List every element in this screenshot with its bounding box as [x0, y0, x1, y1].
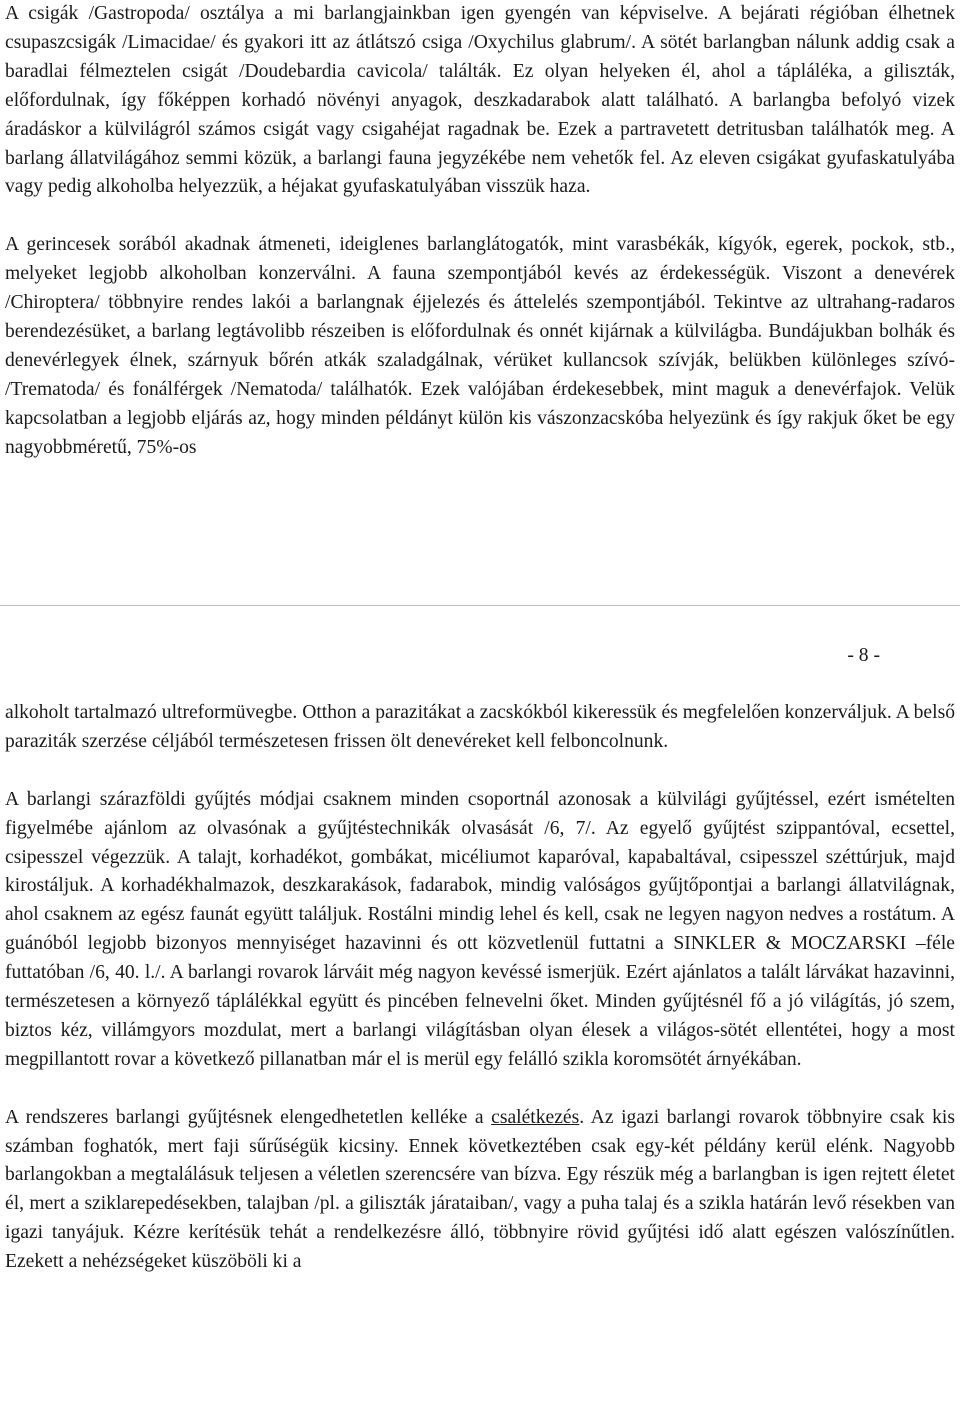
- page-number: [0, 642, 955, 670]
- lower-text-block: [5, 699, 955, 1277]
- paragraph-alcohol: alkoholt tartalmazó ultreformüvegbe. Otthon a parazitákat a zacskókból kikeressük és megfelelően konzerváljuk. A belső paraziták szerzése céljából természetesen frissen ölt denevéreket kell felboncolnunk.: [5, 702, 955, 752]
- paragraph-vertebrates: A gerincesek sorából akadnak átmeneti, ideiglenes barlanglátogatók, mint varasbékák, kígyók, egerek, pockok, stb., melyeket legjobb alkoholban konzerválni. A fauna szempontjából kevés az érdekességük. Viszont a denevérek /Chiroptera/ többnyire rendes lakói a barlangnak éjjelezés és áttelelés szempontjából. Tekintve az ultrahang-radaros berendezésüket, a barlang legtávolibb részeiben is előfordulnak és onnét kijárnak a külvilágba. Bundájukban bolhák és denevérlegyek élnek, szárnyuk bőrén atkák szaladgálnak, vérüket kullancsok szívják, belükben különleges szívó- /Trematoda/ és fonálférgek /Nematoda/ találhatók. Ezek valójában érdekesebbek, mint maguk a denevérfajok. Velük kapcsolatban a legjobb eljárás az, hogy minden példányt külön kis vászonzacskóba helyezünk és így rakjuk őket be egy nagyobbméretű, 75%-os: [5, 234, 955, 458]
- page-number-label: - 8 -: [847, 645, 880, 666]
- upper-text-block: [5, 0, 955, 462]
- baiting-term-underlined: csalétkezés: [491, 1106, 580, 1128]
- paragraph-collecting-methods: A barlangi szárazföldi gyűjtés módjai csaknem minden csoportnál azonosak a külvilági gyűjtéssel, ezért ismételten figyelmébe ajánlom az olvasónak a gyűjtéstechnikák olvasását /6, 7/. Az egyelő gyűjtést szippantóval, ecsettel, csipesszel végezzük. A talajt, korhadékot, gombákat, micéliumot kaparóval, kapabaltával, csipesszel széttúrjuk, majd kirostáljuk. A korhadékhalmazok, deszkarakások, fadarabok, mindig valóságos gyűjtőpontjai a barlangi állatvilágnak, ahol csaknem az egész faunát együtt találjuk. Rostálni mindig lehel és kell, csak ne legyen nagyon nedves a rostátum. A guánóból legjobb bizonyos mennyiséget hazavinni és ott közvetlenül futtatni a SINKLER & MOCZARSKI –féle futtatóban /6, 40. l./. A barlangi rovarok lárváit még nagyon kevéssé ismerjük. Ezért ajánlatos a talált lárvákat hazavinni, természetesen a környező táplálékkal együtt és pincében felnevelni őket. Minden gyűjtésnél fő a jó világítás, jó szem, biztos kéz, villámgyors mozdulat, mert a barlangi világításban olyan élesek a világos-sötét ellentétei, hogy a most megpillantott rovar a következő pillanatban már el is merül egy felálló szikla koromsötét árnyékában.: [5, 788, 955, 1070]
- paragraph-baiting: [5, 1104, 955, 1277]
- page-break-divider: [0, 605, 960, 606]
- baiting-text-rest: . Az igazi barlangi rovarok többnyire csak kis számban foghatók, mert faji sűrűségük kicsiny. Ennek következtében csak egy-két példány kerül elénk. Nagyobb barlangokban a megtalálásuk teljesen a véletlen szerencsére van bízva. Egy részük még a barlangban is igen rejtett életet él, mert a sziklarepedésekben, talajban /pl. a giliszták járataiban/, vagy a puha talaj és a szikla határán levő résekben van igazi tanyájuk. Kézre kerítésük tehát a rendelkezésre álló, többnyire rövid gyűjtési idő alatt egészen valószínűtlen. Ezekett a nehézségeket küszöböli ki a: [5, 1106, 955, 1273]
- baiting-text-start: A rendszeres barlangi gyűjtésnek elengedhetetlen kelléke a: [5, 1106, 492, 1128]
- paragraph-gastropoda: A csigák /Gastropoda/ osztálya a mi barlangjainkban igen gyengén van képviselve. A bejárati régióban élhetnek csupaszcsigák /Limacidae/ és gyakori itt az átlátszó csiga /Oxychilus glabrum/. A sötét barlangban nálunk addig csak a baradlai félmeztelen csigát /Doudebardia cavicola/ találták. Ez olyan helyeken él, ahol a tápláléka, a giliszták, előfordulnak, így főképpen korhadó növényi anyagok, deszkadarabok alatt található. A barlangba befolyó vizek áradáskor a külvilágról számos csigát vagy csigahéjat ragadnak be. Ezek a partravetett detritusban találhatók meg. A barlang állatvilágához semmi közük, a barlangi fauna jegyzékébe nem vehetők fel. Az eleven csigákat gyufaskatulyába vagy pedig alkoholba helyezzük, a héjakat gyufaskatulyában visszük haza.: [5, 3, 955, 198]
